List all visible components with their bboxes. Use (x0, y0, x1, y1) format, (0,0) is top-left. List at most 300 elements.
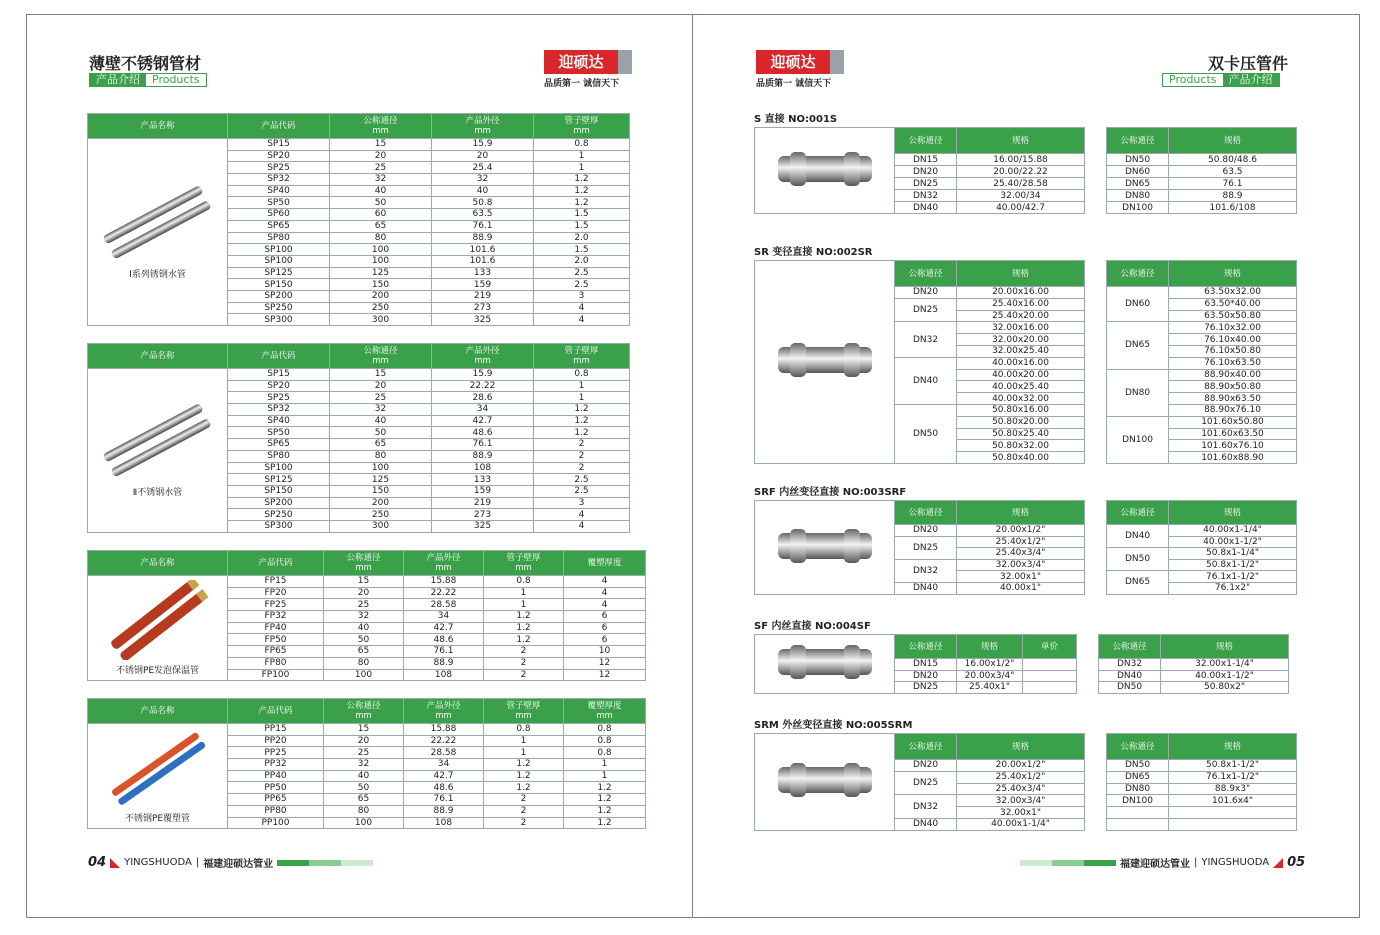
table-header: 管子壁厚 mm (484, 699, 564, 724)
table-cell: SP250 (228, 509, 330, 521)
table-cell: 133 (432, 267, 534, 279)
table-cell: 1.5 (534, 244, 630, 256)
pipe-image (98, 475, 218, 485)
table-cell: 1 (534, 150, 630, 162)
table-cell: 2 (484, 657, 564, 669)
product-image-cell (88, 139, 228, 326)
table-cell: 65 (324, 794, 404, 806)
spec-value: 32.00x25.40 (957, 345, 1085, 357)
fitting-spec-table (754, 500, 1297, 595)
table-cell: 20 (324, 587, 404, 599)
fitting-image-cell (755, 635, 895, 694)
spec-value: 76.1x1-1/2" (1169, 571, 1297, 583)
product-image-cell (88, 369, 228, 533)
table-header: 产品代码 (228, 344, 330, 369)
nominal-diameter: DN40 (1099, 670, 1161, 682)
nominal-diameter: DN20 (895, 287, 957, 299)
table-cell: SP25 (228, 392, 330, 404)
table-cell: 4 (534, 314, 630, 326)
table-cell: PP50 (228, 782, 324, 794)
table-cell: 40 (330, 185, 432, 197)
spec-value: 88.90x63.50 (1169, 393, 1297, 405)
logo-tagline: 品质第一 诚信天下 (756, 79, 832, 89)
table-cell: 3 (534, 497, 630, 509)
company-name: 福建迎硕达管业 (1120, 859, 1190, 870)
table-cell: 125 (330, 474, 432, 486)
spec-value: 25.40x16.00 (957, 298, 1085, 310)
fitting-image-cell (755, 128, 895, 214)
nominal-diameter: DN65 (1107, 322, 1169, 369)
table-header: 规格 (1169, 261, 1297, 287)
table-cell: 15.9 (432, 369, 534, 381)
nominal-diameter: DN80 (1107, 190, 1169, 202)
table-cell: 4 (534, 509, 630, 521)
table-cell: 50 (324, 782, 404, 794)
spec-value: 76.10x50.80 (1169, 345, 1297, 357)
table-cell: 2.5 (534, 474, 630, 486)
nominal-diameter: DN100 (1107, 202, 1169, 214)
table-cell: 2 (534, 439, 630, 451)
table-cell: 1.2 (484, 611, 564, 623)
table-cell: 40 (324, 622, 404, 634)
table-header: 公称通径 (1107, 128, 1169, 154)
table-cell: 48.6 (404, 782, 484, 794)
fitting-image (770, 682, 880, 692)
spec-value: 63.5 (1169, 166, 1297, 178)
table-cell: 1.2 (484, 770, 564, 782)
table-cell: 2 (484, 817, 564, 829)
pipe-spec-table (87, 550, 646, 681)
table-cell: 219 (432, 290, 534, 302)
spec-value: 76.1x2" (1169, 582, 1297, 594)
fitting-spec-table (754, 733, 1297, 831)
product-image-cell (88, 724, 228, 829)
spec-value: 40.00x1" (957, 582, 1085, 594)
pipe-image (98, 801, 218, 811)
table-cell: 32 (330, 404, 432, 416)
table-cell: 1 (484, 599, 564, 611)
table-header: 公称通径 (895, 734, 957, 760)
table-cell: 273 (432, 509, 534, 521)
table-cell: 88.9 (404, 657, 484, 669)
table-cell: 1 (484, 735, 564, 747)
spec-value: 40.00x1-1/2" (1161, 670, 1289, 682)
table-cell: SP15 (228, 139, 330, 151)
price-cell (1023, 659, 1077, 671)
table-header: 单价 (1023, 635, 1077, 659)
table-cell: 1.5 (534, 209, 630, 221)
nominal-diameter: DN25 (895, 298, 957, 322)
table-cell: 325 (432, 520, 534, 532)
spec-value: 40.00/42.7 (957, 202, 1085, 214)
spec-value: 25.40x1" (957, 682, 1023, 694)
table-cell: 0.8 (484, 576, 564, 588)
table-header: 公称通径 (895, 501, 957, 525)
table-cell: 273 (432, 302, 534, 314)
table-cell: PP40 (228, 770, 324, 782)
table-cell: 25 (330, 392, 432, 404)
nominal-diameter: DN32 (895, 795, 957, 819)
table-cell: SP32 (228, 174, 330, 186)
nominal-diameter: DN25 (895, 771, 957, 795)
table-cell: 15 (324, 576, 404, 588)
table-header: 规格 (1161, 635, 1289, 659)
fitting-image (770, 566, 880, 576)
table-cell: 40 (324, 770, 404, 782)
spec-value: 20.00x1/2" (957, 525, 1085, 537)
table-header: 产品名称 (88, 114, 228, 139)
table-header: 产品外径 mm (404, 551, 484, 576)
table-cell: 0.8 (534, 369, 630, 381)
table-cell: SP100 (228, 255, 330, 267)
table-cell: 6 (564, 634, 646, 646)
spec-value: 76.10x32.00 (1169, 322, 1297, 334)
table-cell: 2.0 (534, 232, 630, 244)
spec-value: 63.50x50.80 (1169, 310, 1297, 322)
table-cell: 42.7 (404, 770, 484, 782)
table-cell: 88.9 (432, 450, 534, 462)
nominal-diameter: DN40 (895, 582, 957, 594)
table-header: 产品名称 (88, 699, 228, 724)
nominal-diameter: DN20 (895, 525, 957, 537)
spec-value: 88.90x76.10 (1169, 404, 1297, 416)
spec-value: 101.6/108 (1169, 202, 1297, 214)
table-cell: SP200 (228, 497, 330, 509)
product-name: Ⅰ系列锈钢水管 (129, 270, 186, 280)
spec-value: 88.90x40.00 (1169, 369, 1297, 381)
nominal-diameter: DN25 (895, 682, 957, 694)
table-cell: 50 (330, 197, 432, 209)
table-cell: 12 (564, 669, 646, 681)
table-header: 公称通径 (895, 635, 957, 659)
table-cell: 4 (564, 599, 646, 611)
table-cell: 1.2 (564, 794, 646, 806)
table-cell: SP200 (228, 290, 330, 302)
table-cell: 20 (330, 150, 432, 162)
table-header: 公称通径 (895, 261, 957, 287)
table-cell: SP65 (228, 439, 330, 451)
table-cell: 42.7 (404, 622, 484, 634)
table-header: 产品代码 (228, 699, 324, 724)
table-cell: 1 (484, 587, 564, 599)
table-cell: 65 (324, 646, 404, 658)
table-cell: 1.2 (534, 197, 630, 209)
table-cell: 1.2 (534, 415, 630, 427)
logo-tagline: 品质第一 诚信天下 (544, 79, 620, 89)
table-cell: 0.8 (564, 747, 646, 759)
spec-value: 101.6x4" (1169, 795, 1297, 807)
table-cell: FP100 (228, 669, 324, 681)
table-cell: 4 (534, 520, 630, 532)
table-header: 产品名称 (88, 551, 228, 576)
table-cell: 1.5 (534, 220, 630, 232)
spec-value: 88.9 (1169, 190, 1297, 202)
table-cell: 28.58 (404, 747, 484, 759)
spec-value: 32.00x1-1/4" (1161, 659, 1289, 671)
spec-value: 101.60x88.90 (1169, 452, 1297, 464)
table-cell: 48.6 (404, 634, 484, 646)
spec-value: 25.40/28.58 (957, 178, 1085, 190)
table-cell: PP32 (228, 759, 324, 771)
table-cell: 100 (324, 669, 404, 681)
right-page-title: 双卡压管件 (1208, 54, 1289, 73)
table-cell: 15 (330, 369, 432, 381)
table-cell: SP20 (228, 380, 330, 392)
table-cell: 76.1 (404, 646, 484, 658)
table-cell: 150 (330, 279, 432, 291)
spec-value: 50.80x32.00 (957, 440, 1085, 452)
left-page-title: 薄壁不锈钢管材 (89, 54, 202, 73)
table-cell: 200 (330, 497, 432, 509)
nominal-diameter: DN65 (1107, 771, 1169, 783)
table-cell: 22.22 (404, 587, 484, 599)
table-cell: 1.2 (484, 634, 564, 646)
fitting-section-title: SR 变径直接 NO:002SR (754, 247, 873, 258)
table-cell: SP100 (228, 462, 330, 474)
table-header: 公称通径 mm (330, 344, 432, 369)
table-cell: 1.2 (534, 185, 630, 197)
table-cell: 34 (432, 404, 534, 416)
fitting-section-title: S 直接 NO:001S (754, 114, 838, 125)
table-cell: SP125 (228, 267, 330, 279)
company-name: 福建迎硕达管业 (203, 859, 274, 870)
table-cell: 65 (330, 220, 432, 232)
spec-value: 50.8x1-1/2" (1169, 760, 1297, 772)
table-cell: 80 (330, 232, 432, 244)
nominal-diameter: DN32 (895, 190, 957, 202)
spec-value: 50.80/48.6 (1169, 154, 1297, 166)
table-header: 公称通径 (1107, 261, 1169, 287)
table-cell: 76.1 (404, 794, 484, 806)
right-footer: 福建迎硕达管业 | YINGSHUODA 05 (1020, 855, 1305, 870)
table-header: 规格 (957, 501, 1085, 525)
nominal-diameter: DN32 (895, 559, 957, 582)
fitting-image-cell (755, 734, 895, 831)
table-cell: SP80 (228, 232, 330, 244)
page-number: 04 (88, 855, 107, 870)
spec-value: 101.60x76.10 (1169, 440, 1297, 452)
spec-value: 63.50*40.00 (1169, 298, 1297, 310)
table-cell: 1.2 (484, 782, 564, 794)
table-cell: 1.2 (564, 805, 646, 817)
nominal-diameter: DN50 (1107, 548, 1169, 571)
table-cell: 250 (330, 509, 432, 521)
nominal-diameter: DN50 (1107, 154, 1169, 166)
spec-value: 40.00x1-1/4" (1169, 525, 1297, 537)
spec-value: 76.10x40.00 (1169, 334, 1297, 346)
right-sub-en: Products (1169, 73, 1217, 86)
pipe-spec-table (87, 343, 630, 533)
nominal-diameter: DN60 (1107, 287, 1169, 322)
table-cell: 2 (484, 646, 564, 658)
left-sub-cn: 产品介绍 (90, 74, 146, 86)
spec-value: 40.00x20.00 (957, 369, 1085, 381)
spec-value: 16.00/15.88 (957, 154, 1085, 166)
table-cell: 100 (330, 462, 432, 474)
table-cell: 159 (432, 279, 534, 291)
product-name: 不锈钢PE覆塑管 (124, 814, 191, 825)
table-header: 公称通径 mm (324, 551, 404, 576)
spec-value: 50.8x1-1/2" (1169, 559, 1297, 571)
table-cell: SP40 (228, 185, 330, 197)
table-cell: 1.2 (534, 174, 630, 186)
table-cell: SP100 (228, 244, 330, 256)
table-cell: SP32 (228, 404, 330, 416)
nominal-diameter: DN50 (1107, 760, 1169, 772)
logo-text: 迎硕达 (544, 50, 618, 74)
spec-value: 101.60x50.80 (1169, 416, 1297, 428)
nominal-diameter: DN80 (1107, 369, 1169, 416)
left-footer: 04 YINGSHUODA | 福建迎硕达管业 (88, 855, 373, 870)
table-cell: 1 (534, 162, 630, 174)
table-cell: 4 (534, 302, 630, 314)
table-header: 公称通径 (895, 128, 957, 154)
nominal-diameter: DN50 (1099, 682, 1161, 694)
table-cell: 50 (324, 634, 404, 646)
table-cell: 42.7 (432, 415, 534, 427)
table-header: 规格 (957, 734, 1085, 760)
table-header: 产品外径 mm (404, 699, 484, 724)
table-cell: FP80 (228, 657, 324, 669)
fitting-spec-table (754, 127, 1297, 214)
table-cell: 100 (330, 255, 432, 267)
table-header: 规格 (1169, 501, 1297, 525)
table-cell: PP65 (228, 794, 324, 806)
spec-value: 20.00/22.22 (957, 166, 1085, 178)
spec-value: 40.00x1-1/2" (1169, 536, 1297, 548)
spec-value: 25.40x1/2" (957, 771, 1085, 783)
nominal-diameter: DN25 (895, 178, 957, 190)
brand-name: YINGSHUODA (1201, 857, 1270, 868)
table-cell: 1.2 (564, 817, 646, 829)
table-cell: 50.8 (432, 197, 534, 209)
fitting-image-cell (755, 261, 895, 464)
table-cell: 4 (564, 587, 646, 599)
spec-value: 88.9x3" (1169, 783, 1297, 795)
table-cell: SP40 (228, 415, 330, 427)
table-cell: 300 (330, 520, 432, 532)
table-cell: 1.2 (534, 427, 630, 439)
table-header: 公称通径 (1107, 734, 1169, 760)
spec-value (1169, 807, 1297, 819)
table-cell: 15.88 (404, 724, 484, 736)
table-cell: 34 (404, 611, 484, 623)
spec-value: 76.1 (1169, 178, 1297, 190)
nominal-diameter: DN15 (895, 154, 957, 166)
table-cell: 80 (324, 657, 404, 669)
table-cell: 15.88 (404, 576, 484, 588)
table-cell: SP80 (228, 450, 330, 462)
fitting-spec-table (754, 634, 1289, 694)
table-cell: 48.6 (432, 427, 534, 439)
table-header: 规格 (1169, 128, 1297, 154)
table-cell: 25 (324, 599, 404, 611)
spec-value: 76.1x1-1/2" (1169, 771, 1297, 783)
nominal-diameter: DN32 (895, 322, 957, 357)
table-cell: SP15 (228, 369, 330, 381)
table-cell: 0.8 (534, 139, 630, 151)
spec-value: 40.00x32.00 (957, 393, 1085, 405)
table-cell: FP15 (228, 576, 324, 588)
table-cell: 22.22 (432, 380, 534, 392)
table-cell: 125 (330, 267, 432, 279)
table-cell: 108 (404, 669, 484, 681)
pipe-spec-table (87, 698, 646, 829)
table-cell: 15 (330, 139, 432, 151)
table-header: 公称通径 mm (324, 699, 404, 724)
spec-value: 20.00x3/4" (957, 670, 1023, 682)
nominal-diameter: DN32 (1099, 659, 1161, 671)
table-cell: 0.8 (484, 724, 564, 736)
right-sub-cn: 产品介绍 (1223, 74, 1279, 86)
nominal-diameter: DN25 (895, 536, 957, 559)
table-cell: 2 (534, 462, 630, 474)
page-number: 05 (1287, 855, 1306, 870)
table-cell: 20 (324, 735, 404, 747)
table-cell: 108 (432, 462, 534, 474)
nominal-diameter: DN20 (895, 670, 957, 682)
table-header: 产品外径 mm (432, 114, 534, 139)
table-cell: FP25 (228, 599, 324, 611)
table-cell: 40 (432, 185, 534, 197)
table-cell: 1 (484, 747, 564, 759)
table-cell: 32 (324, 611, 404, 623)
spec-value: 20.00x1/2" (957, 760, 1085, 772)
table-cell: 15.9 (432, 139, 534, 151)
table-cell: 1.2 (564, 782, 646, 794)
nominal-diameter: DN60 (1107, 166, 1169, 178)
pipe-image (98, 653, 218, 663)
table-cell: SP20 (228, 150, 330, 162)
table-cell: 0.8 (564, 724, 646, 736)
table-cell: SP300 (228, 314, 330, 326)
fitting-image-cell (755, 501, 895, 595)
table-cell: FP32 (228, 611, 324, 623)
nominal-diameter: DN20 (895, 760, 957, 772)
right-subtitle-bar (1162, 73, 1280, 87)
nominal-diameter: DN40 (1107, 525, 1169, 548)
spec-value: 50.80x16.00 (957, 404, 1085, 416)
table-cell: 1 (564, 759, 646, 771)
table-cell: 25 (324, 747, 404, 759)
table-cell: 25.4 (432, 162, 534, 174)
spec-value: 88.90x50.80 (1169, 381, 1297, 393)
price-cell (1023, 670, 1077, 682)
table-cell: 200 (330, 290, 432, 302)
spec-value: 32.00x20.00 (957, 334, 1085, 346)
table-header: 管子壁厚 mm (534, 344, 630, 369)
table-header: 规格 (957, 128, 1085, 154)
spec-value: 25.40x3/4" (957, 548, 1085, 560)
table-header: 公称通径 (1107, 501, 1169, 525)
table-cell: SP250 (228, 302, 330, 314)
product-name: Ⅱ不锈钢水管 (132, 488, 183, 499)
table-cell: 1 (564, 770, 646, 782)
table-header: 产品名称 (88, 344, 228, 369)
table-cell: 4 (564, 576, 646, 588)
table-cell: 60 (330, 209, 432, 221)
table-cell: 1.2 (484, 622, 564, 634)
table-cell: 133 (432, 474, 534, 486)
table-cell: FP20 (228, 587, 324, 599)
table-cell: 2 (484, 805, 564, 817)
table-cell: 32 (432, 174, 534, 186)
fitting-image (770, 380, 880, 390)
table-cell: 2.5 (534, 485, 630, 497)
spec-value: 50.80x40.00 (957, 452, 1085, 464)
price-cell (1023, 682, 1077, 694)
spec-value: 40.00x25.40 (957, 381, 1085, 393)
